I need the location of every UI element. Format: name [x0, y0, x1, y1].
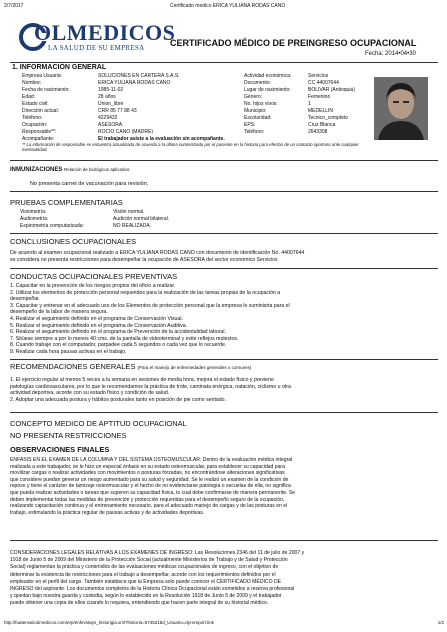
print-footer — [4, 620, 444, 625]
info-label: Teléfono: — [244, 129, 265, 135]
info-label: Actividad económica: — [244, 73, 292, 79]
info-value: ROCIO CANO (MADRE) — [98, 129, 153, 135]
prueba-label: Espirometría computarizada: — [20, 223, 84, 229]
preventivas-list — [10, 283, 290, 356]
divider — [10, 233, 438, 234]
info-label: Responsable**: — [22, 129, 57, 135]
info-value: 1 — [308, 101, 311, 107]
preventivas-heading: CONDUCTAS OCUPACIONALES PREVENTIVAS — [10, 272, 178, 281]
info-value: Tecnico_completo — [308, 115, 349, 121]
prueba-value: Audición normal bilateral. — [113, 216, 170, 222]
list-item: 4. Realizar el seguimiento definido en el programa de Conservación Visual. — [10, 315, 183, 322]
print-date: 2/7/2017 — [4, 3, 24, 9]
info-label: Teléfono: — [22, 115, 43, 121]
prueba-value: Visión normal. — [113, 209, 145, 215]
aptitud-heading: CONCEPTO MEDICO DE APTITUD OCUPACIONAL — [10, 419, 187, 428]
prueba-label: Audiometría: — [20, 216, 49, 222]
prueba-label: Visiometría: — [20, 209, 47, 215]
acompanante-label: Acompañante: — [22, 136, 55, 142]
info-label: EPS: — [244, 122, 256, 128]
info-label: Documento: — [244, 80, 271, 86]
list-item: 5. Realizar el seguimiento definido en el programa de Conservación Auditiva. — [10, 322, 188, 329]
info-value: 28 años — [98, 94, 116, 100]
page-number: 1/2 — [437, 620, 444, 625]
divider — [10, 268, 438, 269]
info-value: MEDELLIN — [308, 108, 334, 114]
list-item: desempeño de la labor de manera segura. — [10, 309, 108, 316]
list-item: 3. Capacitar y entrenar en el adecuado uso de los Elementos de protección personal que la empresa le suministra para el — [10, 302, 290, 309]
conclusiones-heading: CONCLUSIONES OCUPACIONALES — [10, 237, 137, 246]
aptitud-value: NO PRESENTA RESTRICCIONES — [10, 431, 127, 440]
inmunizaciones-text: No presenta carnet de vacunación para revisión. — [30, 181, 149, 187]
info-label: Género: — [244, 94, 263, 100]
observaciones-heading: OBSERVACIONES FINALES — [10, 445, 110, 454]
info-value: Cruz Blanca — [308, 122, 336, 128]
info-value: CRR 85 77 88 43 — [98, 108, 137, 114]
info-value: Femenino — [308, 94, 331, 100]
info-value: ERICA YULIANA RODAS CANO — [98, 80, 171, 86]
list-item: 8. Cuando trabaje con el computador, parpadee cada 5 segundos o cada vez que lo recuerde. — [10, 342, 227, 349]
info-note: ** La información de responsable se encuentra actualizada de acuerdo a la última suministrada por el paciente en la historia para efectos de un contacto oportuno ante cualquier eventualidad. — [22, 142, 359, 152]
logo-word: OLMEDICOS — [34, 20, 176, 45]
info-label: Nombre: — [22, 80, 42, 86]
print-title: Certificado medico ERICA YULIANA RODAS CANO — [170, 3, 286, 9]
recomendaciones-list — [10, 377, 291, 403]
info-label: Fecha de nacimiento: — [22, 87, 70, 93]
info-value: CC 44007644 — [308, 80, 339, 86]
logo-tagline: LA SALUD DE SU EMPRESA — [48, 44, 145, 52]
acompanante-value: El trabajador asiste a la evaluación sin acompañante. — [98, 136, 225, 142]
info-label: Empresa Usuaria: — [22, 73, 63, 79]
info-label: Municipio: — [244, 108, 267, 114]
conclusiones-text: De acuerdo al examen ocupacional realizado a ERICA YULIANA RODAS CANO con documento de identificación No. 44007644 se considera no presenta restricciones para desempeñar la ocupación de ASESORA del sector económico Servicios — [10, 250, 305, 263]
inmunizaciones-heading: INMUNIZACIONES Relación de biológicos aplicados: — [10, 167, 131, 173]
divider — [10, 412, 438, 413]
list-item: actividad deportiva, acorde con su estado físico y condición de salud. — [10, 390, 170, 397]
print-header — [0, 0, 447, 14]
list-item: 2. Utilizar los elementos de protección personal requeridos para la realización de las tareas propias de la ocupación a — [10, 289, 281, 296]
info-label: Edad: — [22, 94, 36, 100]
list-item: desempeñar. — [10, 296, 40, 303]
recomendaciones-heading: RECOMENDACIONES GENERALES (Para el manejo de enfermedades generales o comunes) — [10, 362, 252, 371]
pruebas-heading: PRUEBAS COMPLEMENTARIAS — [10, 198, 123, 207]
footer-url[interactable]: http://fuatensalcolmedicos.com/erp/enfevstays_historigia.xml?historia=6745218d_Usuario=dyrnreport.link — [4, 620, 214, 625]
info-label: Ocupación: — [22, 122, 48, 128]
list-item: 1. El ejercicio regular al menos 5 veces a la semana en sesiones de media hora, mejora el estado físico y previene — [10, 377, 274, 383]
divider — [10, 191, 438, 192]
info-value: 2643308 — [308, 129, 328, 135]
list-item: 7. Sitúese siempre a por lo menos 40 cms. de la pantalla de videoterminal y evite reflejos molestos. — [10, 335, 239, 342]
info-value: Servicios — [308, 73, 329, 79]
divider — [10, 160, 438, 161]
document-header — [10, 18, 440, 62]
prueba-value: NO REALIZADA. — [113, 223, 152, 229]
legales-text: CONSIDERACIONES LEGALES RELATIVAS A LOS EXAMENES DE INGRESO: Las Resoluciones 2346 del 11 de julio de 2007 y 1918 de Junio 5 de 2009 del Ministerio de la Protección Social (actualmente Ministerios de Trabajo y de Salud y Protección Social) reglamentan la práctica y contenidos de las evaluaciones médicas ocupacionales de ingreso, con el objetivo de determinar la existencia de restricciones para el trabajo a desempeñar, acorde con los requerimientos definidos por el empleador en el perfil del cargo. También establece que la Empresa solo puede conocer el CERTIFICADO MÉDICO DE INGRESO del aspirante. Los documentos completos de la Historia Clínica Ocupacional están sometidos a reserva profesional y quedan bajo nuestra guarda y custodia, según lo establecido en la Resolución 1918 de Junio 5 de 2009 y el trabajador puede obtener una copia de ellos cuando lo requiera, entendiendo que hacen parte integral de su historial médico. — [10, 550, 305, 607]
divider — [10, 359, 438, 360]
info-label: Escolaridad: — [244, 115, 272, 121]
list-item: 9. Realizar cada hora pausas activas en el trabajo. — [10, 348, 127, 355]
info-label: Lugar de nacimiento: — [244, 87, 291, 93]
list-item: 6. Realizar el seguimiento definido en el programa de Prevención de la accidentalidad laboral. — [10, 329, 226, 336]
document-title: CERTIFICADO MÉDICO DE PREINGRESO OCUPACIONAL — [170, 38, 417, 48]
divider — [10, 540, 438, 541]
observaciones-text: ENFASIS EN EL EXAMEN DE LA COLUMNA Y DEL SISTEMA OSTEOMUSCULAR: Dentro de la evaluación médica integral realizada a este trabajador, se le hizo un especial énfasis en su estado osteomuscular, para establecer su capacidad para movilizar cargas o realizar actividades con movimientos o posturas forzadas, no encontrándose alteraciones significativas que considere puedan generar un riesgo aumentado para su salud y seguridad. Se le realizó un examen de la condición de reposo y tiene el carácter de tamizaje osteomuscular y el hecho de no evidenciarse patología o secuelas de ella, no significa que pueda realizar actividades o tareas que superen su capacidad física, lo cual debe confirmarse de manera permanente. Se deben implementar todas las medidas de prevención y protección requeridas para el desempeño seguro de la ocupación, realizando capacitación continua y el entrenamiento necesario, para el adecuado manejo de cargas y de las posturas en el trabajo, estimulando la práctica regular de pausas activas y de actividades deportivas. — [10, 457, 296, 516]
patient-photo — [374, 77, 428, 140]
info-value: SOLUCIONES EN CARTERA S.A.S. — [98, 73, 180, 79]
list-item: 2. Adoptar una adecuada postura y hábitos posturales tanto en posición de pie como sentado. — [10, 396, 227, 403]
list-item: 1. Capacitar en la prevención de los riesgos propios del oficio a realizar. — [10, 283, 176, 289]
info-value: BOLIVAR (Antioquia) — [308, 87, 355, 93]
info-label: No. hijos vivos: — [244, 101, 278, 107]
fecha-label: Fecha: — [365, 51, 384, 57]
info-label: Dirección actual: — [22, 108, 59, 114]
header-divider — [10, 62, 438, 63]
info-heading: 1. INFORMACIÓN GENERAL — [12, 64, 107, 71]
info-value: ASESORA — [98, 122, 123, 128]
fecha — [365, 51, 416, 57]
fecha-value: 2014•04•30 — [385, 51, 416, 57]
info-value: 4229432 — [98, 115, 118, 121]
info-label: Estado civil: — [22, 101, 49, 107]
info-value: Union_libre — [98, 101, 124, 107]
colmedicos-logo — [18, 20, 176, 60]
info-value: 1985-11-02 — [98, 87, 124, 93]
list-item: patologías cardiovasculares, por lo que le recomendamos la práctica de trote, caminata enérgica, natación, ciclismo u otra — [10, 383, 291, 390]
